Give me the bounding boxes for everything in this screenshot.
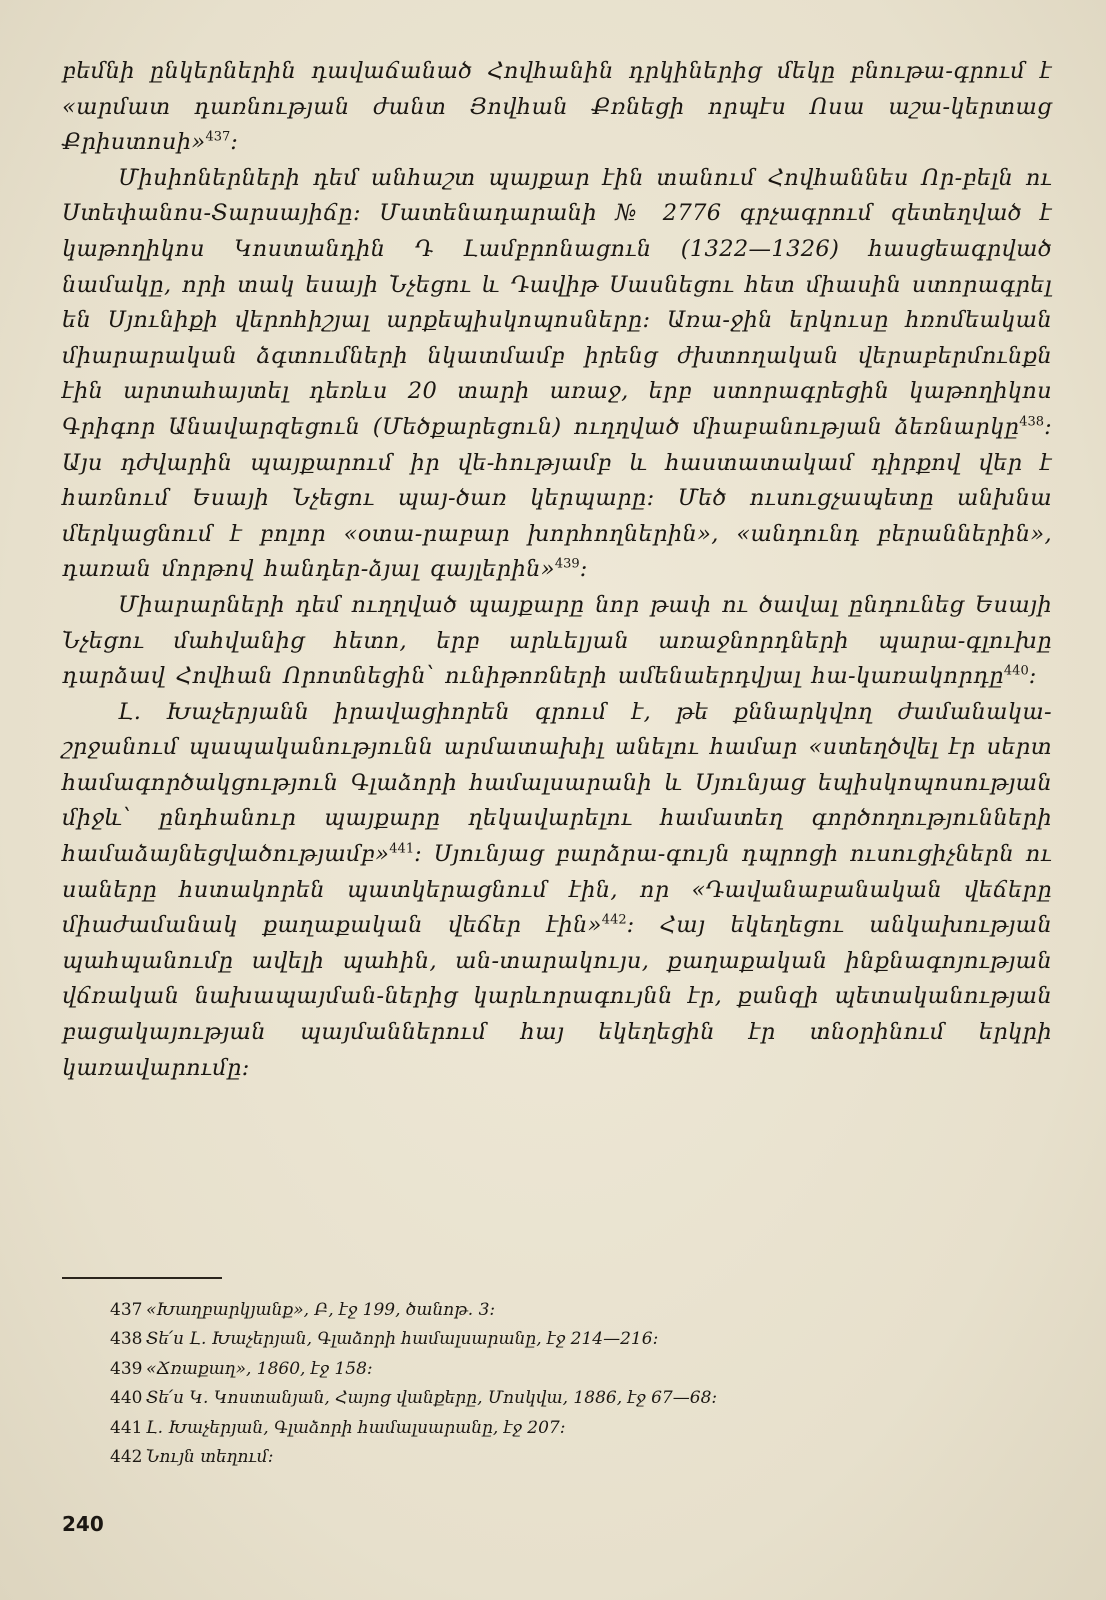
paragraph-3: Միարարների դեմ ուղղված պայքարը նոր թափ ու ծավալ ընդունեց Եսայի Նչեցու մահվանից հետո, երբ արևելյան առաջնորդների պարա-գլուխը դարձավ Հովհան Որոտնեցին՝ ունիթոռների ամենաերդվյալ հա-կառակորդը$^{440}$: bbox=[62, 591, 1052, 690]
paragraph-2: Միսիոներների դեմ անհաշտ պայքար էին տանում Հովհաննես Որ-բելն ու Ստեփանոս-Տարսայիճը: Մատենադարանի № 2776 գրչագրում զետեղված է կաթողիկոս Կոստանդին Դ Լամբրոնացուն (1322—1326) հասցեագրված նամակը, որի տակ եսայի Նչեցու և Դավիթ Սասնեցու հետ միասին ստորագրել են Սյունիքի վերոհիշյալ արքեպիսկոպոսները: Առա-ջին երկուսը հռոմեական միարարական ձգտումների նկատմամբ իրենց ժխտողական վերաբերմունքն էին արտահայտել դեռևս 20 տարի առաջ, երբ ստորագրեցին կաթողիկոս Գրիգոր Անավարզեցուն (Մեծքարեցուն) ուղղված միաբանության ձեռնարկը$^{438}$: Այս դժվարին պայքարում իր վե-հությամբ և հաստատակամ դիրքով վեր է հառնում Եսայի Նչեցու պայ-ծառ կերպարը: Մեծ ուսուցչապետը անխնա մերկացնում է բոլոր «օտա-րաբար խորհողներին», «անդունդ բերաններին», դառան մորթով հանդեր-ձյալ գայլերին»$^{439}$: bbox=[62, 164, 1052, 583]
footnote-ref-439[interactable]: 439 bbox=[554, 556, 580, 572]
footnote-ref-440[interactable]: 440 bbox=[1003, 663, 1029, 679]
footnote-440: 440 Տե՛ս Կ. Կոստանյան, Հայոց վանքերը, Մոսկվա, 1886, էջ 67—68: bbox=[110, 1388, 718, 1409]
footnotes bbox=[110, 1296, 1010, 1472]
paragraph-4: Լ. Խաչերյանն իրավացիորեն գրում է, թե քննարկվող ժամանակա-շրջանում պապականությունն արմատախիլ անելու համար «ստեղծվել էր սերտ համագործակցություն Գլաձորի համալսարանի և Սյունյաց եպիսկոպոսության միջև՝ ընդհանուր պայքարը ղեկավարելու համատեղ գործողությունների համաձայնեցվածությամբ»$^{441}$: Սյունյաց բարձրա-գույն դպրոցի ուսուցիչներն ու սաները հստակորեն պատկերացնում էին, որ «Դավանաբանական վեճերը միաժամանակ քաղաքական վեճեր էին»$^{442}$: Հայ եկեղեցու անկախության պահպանումը ավելի պահին, ան-տարակույս, քաղաքական ինքնագոյության վճռական նախապայման-ներից կարևորագույնն էր, քանզի պետականության բացակայության պայմաններում հայ եկեղեցին էր տնօրինում երկրի կառավարումը: bbox=[62, 698, 1052, 1081]
footnote-divider bbox=[62, 1277, 222, 1279]
paragraph-1: բեմնի ընկերներին դավաճանած Հովհանին դրկիներից մեկը բնութա-գրում է «արմատ դառնության ժանտ Յովհան Քռնեցի որպէս Ոսա աշա-կերտաց Քրիստոսի»$^{437}$: bbox=[62, 58, 1052, 156]
footnote-439: 439 «Ճռաքաղ», 1860, էջ 158: bbox=[110, 1358, 373, 1379]
footnote-ref-438[interactable]: 438 bbox=[1019, 414, 1045, 430]
footnote-ref-441[interactable]: 441 bbox=[389, 841, 415, 857]
footnote-ref-437[interactable]: 437 bbox=[205, 129, 231, 145]
main-text bbox=[62, 54, 1052, 1086]
footnote-438: 438 Տե՛ս Լ. Խաչերյան, Գլաձորի համալսարանը, էջ 214—216: bbox=[110, 1329, 659, 1350]
footnote-442: 442 Նույն տեղում: bbox=[110, 1447, 274, 1468]
footnote-ref-442[interactable]: 442 bbox=[601, 912, 627, 928]
page-number: 240 bbox=[62, 1512, 104, 1536]
footnote-437: 437 «Խաղբարկյանք», Բ, էջ 199, ծանոթ. 3: bbox=[110, 1300, 496, 1320]
footnote-441: 441 Լ. Խաչերյան, Գլաձորի համալսարանը, էջ 207: bbox=[110, 1417, 566, 1438]
